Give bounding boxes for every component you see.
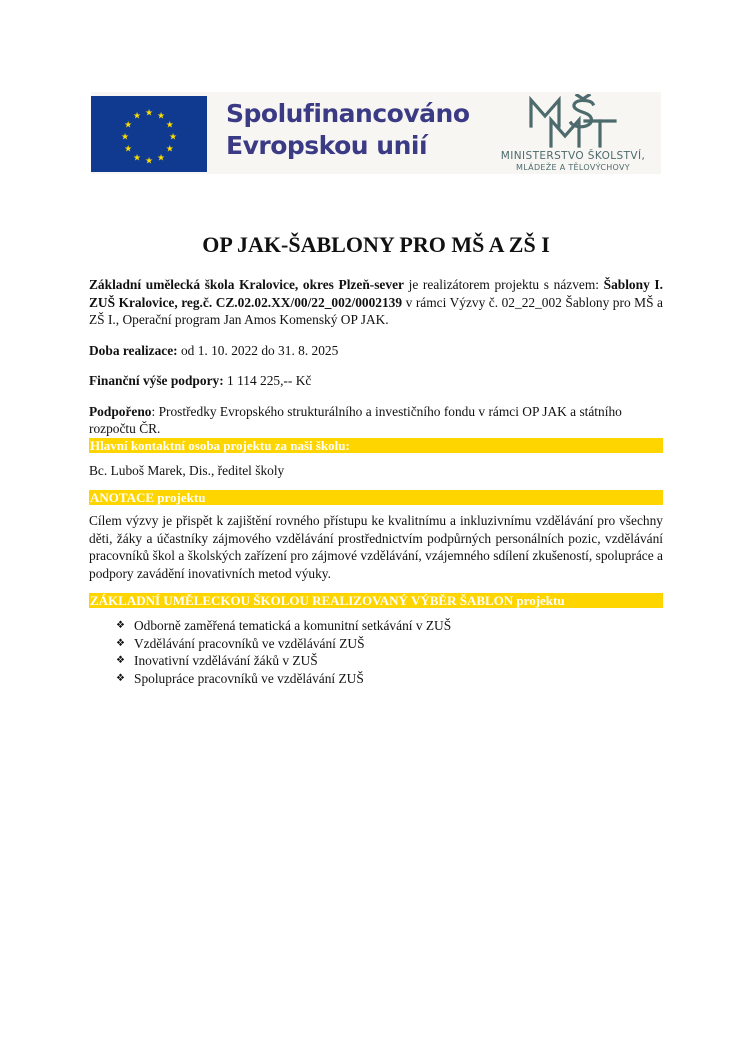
svg-text:★: ★: [156, 111, 166, 122]
svg-text:★: ★: [144, 108, 154, 119]
list-item: [116, 652, 663, 670]
list-item: [116, 617, 663, 635]
logo-band: [91, 92, 661, 174]
period-value: od 1. 10. 2022 do 31. 8. 2025: [177, 342, 339, 358]
svg-text:★: ★: [120, 132, 130, 143]
eu-logo-line1: Spolufinancováno: [226, 99, 470, 128]
msmt-mark-icon: [523, 94, 623, 148]
intro-paragraph: [89, 276, 663, 329]
document-body: [89, 276, 663, 687]
list-item: [116, 670, 663, 688]
funding-paragraph: [89, 372, 663, 390]
list-item-text: Vzdělávání pracovníků ve vzdělávání ZUŠ: [134, 635, 365, 651]
page-title: OP JAK-ŠABLONY PRO MŠ A ZŠ I: [202, 232, 550, 257]
svg-text:★: ★: [124, 120, 133, 131]
eu-cofinanced-logo-text: [226, 98, 470, 162]
project-name: Šablony I. ZUŠ Kralovice, reg.č. CZ.02.02.XX/00/22_002/0002139: [89, 277, 663, 310]
list-item: [116, 635, 663, 653]
period-paragraph: [89, 342, 663, 360]
list-item-text: Spolupráce pracovníků ve vzdělávání ZUŠ: [134, 670, 364, 686]
svg-text:★: ★: [132, 111, 142, 122]
svg-text:★: ★: [165, 120, 174, 131]
templates-heading: ZÁKLADNÍ UMĚLECKOU ŠKOLOU REALIZOVANÝ VÝBĚR ŠABLON projektu: [89, 593, 663, 608]
diamond-bullet-icon: ❖: [116, 620, 125, 631]
eu-logo-line2: Evropskou unií: [226, 131, 428, 160]
svg-text:★: ★: [132, 153, 142, 164]
msmt-logo: [487, 94, 659, 172]
svg-text:★: ★: [124, 144, 133, 155]
annotation-heading: ANOTACE projektu: [89, 490, 663, 505]
templates-list: [89, 617, 663, 687]
diamond-bullet-icon: ❖: [116, 655, 125, 666]
contact-person: Bc. Luboš Marek, Dis., ředitel školy: [89, 462, 285, 478]
supported-label: Podpořeno: [89, 403, 152, 419]
intro-text2: v rámci Výzvy č. 02_22_002 Šablony pro MŠ a ZŠ I., Operační program Jan Amos Komenský OP JAK.: [89, 294, 663, 327]
annotation-text: Cílem výzvy je přispět k zajištění rovného přístupu ke kvalitnímu a inkluzivnímu vzdělávání pro všechny děti, žáky a účastníky zájmového vzdělávání prostřednictvím podpůrných personálních pozic, vzdělávání pracovníků škol a školských zařízení pro zájmové vzdělávání, vzájemného sdílení zkušeností, spolupráce a podpory zavádění inovativních metod výuky.: [89, 513, 663, 581]
svg-text:★: ★: [168, 132, 178, 143]
funding-value: 1 114 225,-- Kč: [223, 373, 312, 388]
msmt-logo-line1: MINISTERSTVO ŠKOLSTVÍ,: [500, 150, 646, 162]
period-label: Doba realizace:: [89, 342, 178, 358]
diamond-bullet-icon: ❖: [116, 637, 125, 649]
intro-text1: je realizátorem projektu s názvem:: [403, 277, 604, 292]
svg-text:★: ★: [156, 153, 166, 164]
supported-value: : Prostředky Evropského strukturálního a investičního fondu v rámci OP JAK a státního rozpočtu ČR.: [89, 403, 622, 436]
funding-label: Finanční výše podpory:: [89, 373, 224, 388]
eu-flag-icon: [91, 96, 207, 172]
school-name: Základní umělecká škola Kralovice, okres Plzeň-sever: [89, 277, 404, 292]
list-item-text: Inovativní vzdělávání žáků v ZUŠ: [134, 653, 318, 668]
svg-text:★: ★: [165, 144, 174, 155]
contact-heading: Hlavní kontaktní osoba projektu za naši školu:: [89, 438, 663, 453]
svg-text:★: ★: [144, 156, 154, 167]
supported-paragraph: [89, 403, 663, 438]
diamond-bullet-icon: ❖: [116, 672, 125, 684]
list-item-text: Odborně zaměřená tematická a komunitní setkávání v ZUŠ: [134, 618, 452, 633]
msmt-logo-line2: MLÁDEŽE A TĚLOVÝCHOVY: [516, 163, 630, 172]
